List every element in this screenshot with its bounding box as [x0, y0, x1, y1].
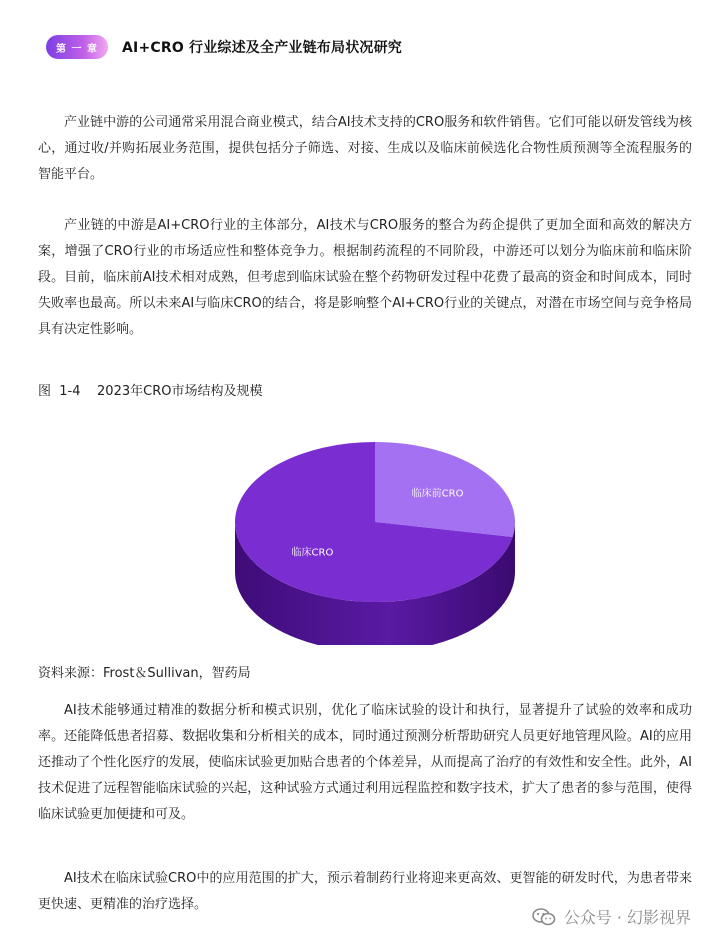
paragraph-2: 产业链的中游是AI+CRO行业的主体部分，AI技术与CRO服务的整合为药企提供了更加全面和高效的解决方案，增强了CRO行业的市场适应性和整体竞争力。根据制药流程的不同阶段，中游还可以划分为临床前和临床阶段。目前，临床前AI技术相对成熟，但考虑到临床试验在整个药物研发过程中花费了最高的资金和时间成本，同时失败率也最高。所以未来AI与临床CRO的结合，将是影响整个AI+CRO行业的关键点，对潜在市场空间与竞争格局具有决定性影响。	[38, 218, 692, 337]
pie-label-1: 临床前CRO	[411, 488, 464, 500]
chapter-badge: 第 一 章	[46, 35, 108, 59]
figure-caption: 图 1-4 2023年CRO市场结构及规模	[38, 384, 263, 399]
figure-source: 资料来源：Frost＆Sullivan，智药局	[38, 666, 251, 681]
paragraph-4: AI技术在临床试验CRO中的应用范围的扩大，预示着制药行业将迎来更高效、更智能的研发时代，为患者带来更快速、更精准的治疗选择。	[38, 871, 692, 912]
paragraph-1: 产业链中游的公司通常采用混合商业模式，结合AI技术支持的CRO服务和软件销售。它们可能以研发管线为核心，通过收/并购拓展业务范围，提供包括分子筛选、对接、生成以及临床前候选化合物性质预测等全流程服务的智能平台。	[38, 115, 692, 182]
paragraph-3: AI技术能够通过精准的数据分析和模式识别，优化了临床试验的设计和执行，显著提升了试验的效率和成功率。还能降低患者招募、数据收集和分析相关的成本，同时通过预测分析帮助研究人员更好地管理风险。AI的应用还推动了个性化医疗的发展，使临床试验更加贴合患者的个体差异，从而提高了治疗的有效性和安全性。此外，AI技术促进了远程智能临床试验的兴起，这种试验方式通过利用远程监控和数字技术，扩大了患者的参与范围，使得临床试验更加便捷和可及。	[38, 703, 692, 822]
pie-chart	[220, 430, 530, 645]
page-title: AI+CRO 行业综述及全产业链布局状况研究	[122, 40, 403, 56]
watermark-text: 公众号 · 幻影视界	[563, 908, 691, 927]
pie-top-group	[235, 442, 515, 602]
watermark	[532, 905, 691, 928]
pie-label-2: 临床CRO	[291, 547, 334, 559]
wechat-icon	[532, 908, 556, 926]
chapter-header	[46, 34, 402, 60]
